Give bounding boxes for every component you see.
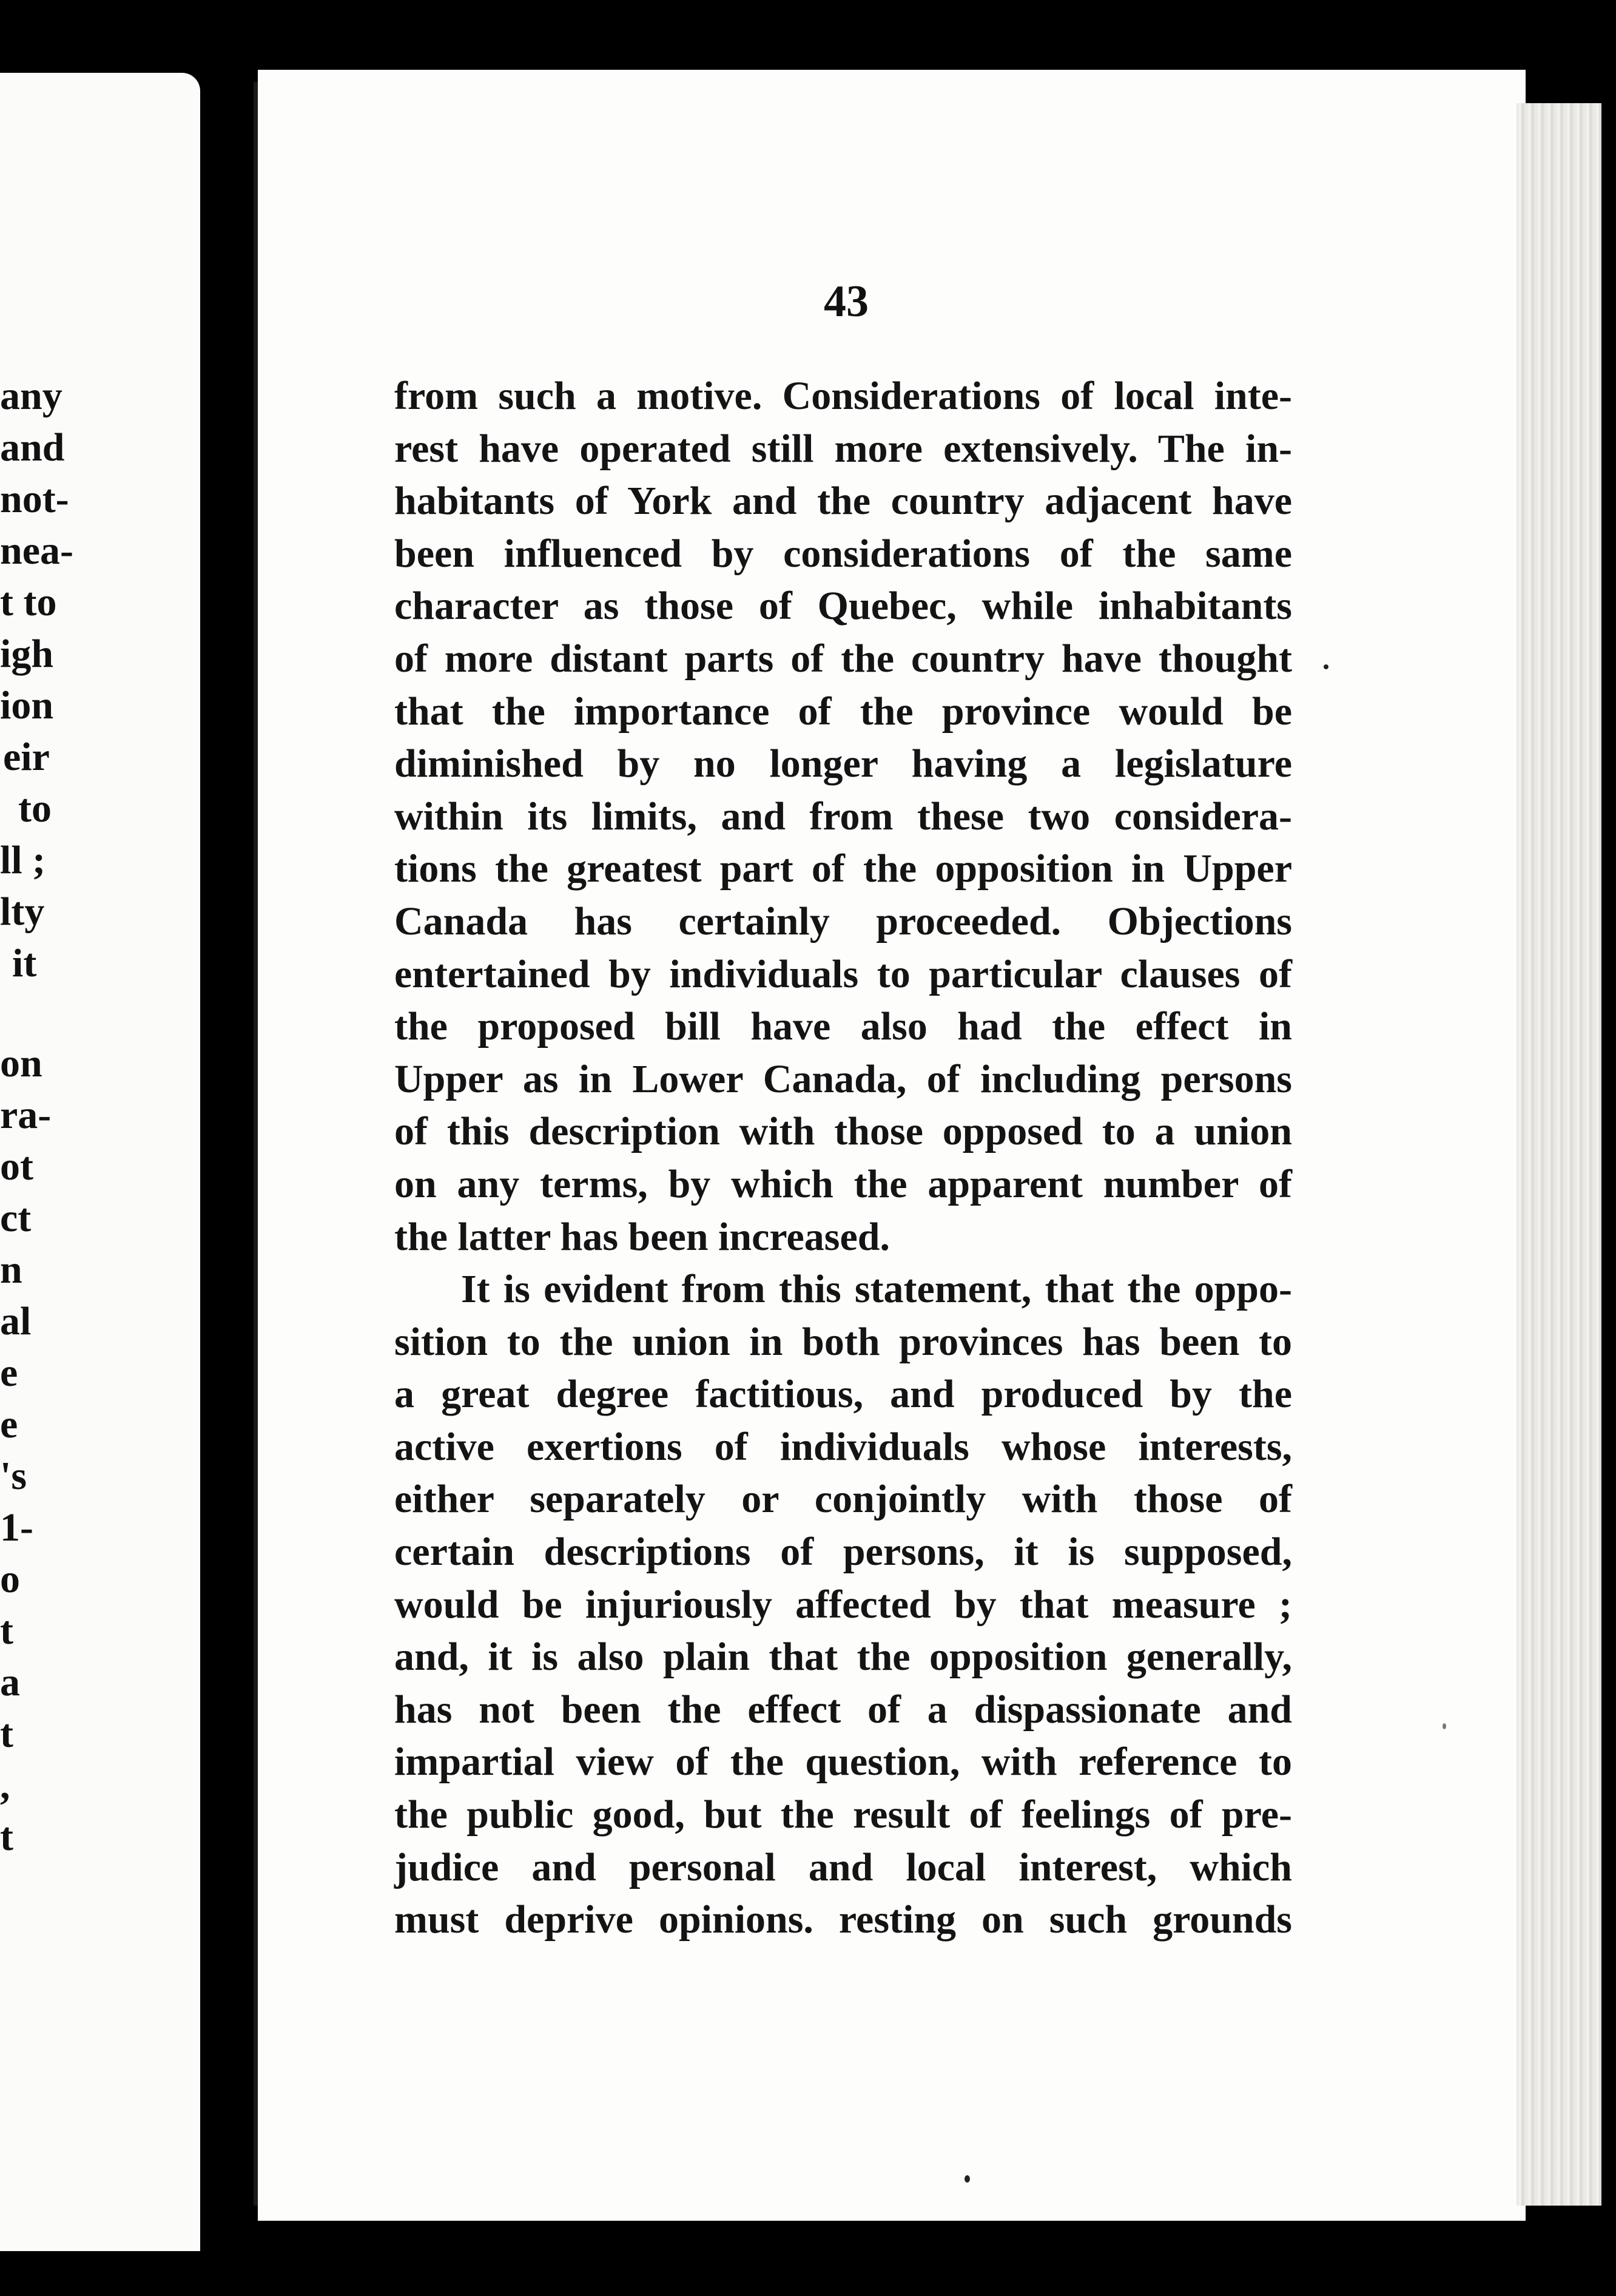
left-fragment: ion — [0, 683, 54, 728]
page-edges — [1517, 103, 1601, 2206]
text-line: on any terms, by which the apparent number of — [394, 1161, 1292, 1206]
left-fragment: ct — [0, 1196, 32, 1240]
text-line: would be injuriously affected by that measure ; — [394, 1582, 1292, 1627]
left-fragment: on — [0, 1041, 42, 1086]
text-line: the latter has been increased. — [394, 1214, 890, 1259]
left-fragment: al — [0, 1299, 32, 1343]
text-line: rest have operated still more extensively. The in- — [394, 426, 1292, 471]
left-fragment: , — [0, 1763, 10, 1808]
body-text — [394, 370, 1292, 1947]
left-fragment: o — [0, 1557, 20, 1601]
ink-speck — [965, 2175, 970, 2183]
text-line: entertained by individuals to particular clauses of — [394, 951, 1292, 996]
text-line: Canada has certainly proceeded. Objections — [394, 899, 1292, 944]
text-line: Upper as in Lower Canada, of including persons — [394, 1056, 1292, 1101]
left-fragment: e — [0, 1402, 18, 1447]
page-number: 43 — [824, 277, 869, 326]
text-line: character as those of Quebec, while inhabitants — [394, 584, 1292, 629]
left-fragment: lty — [0, 890, 45, 934]
text-line: impartial view of the question, with reference to — [394, 1740, 1292, 1784]
left-fragment: ra- — [0, 1093, 52, 1137]
left-fragment: t — [0, 1712, 13, 1756]
text-line: diminished by no longer having a legislature — [394, 741, 1292, 786]
text-line: active exertions of individuals whose interests, — [394, 1424, 1292, 1469]
text-line: the proposed bill have also had the effect in — [394, 1004, 1292, 1049]
left-fragment: 's — [0, 1454, 27, 1498]
left-fragment: e — [0, 1351, 18, 1395]
text-line: a great degree factitious, and produced by the — [394, 1372, 1292, 1417]
ink-speck — [1324, 664, 1328, 669]
text-line: must deprive opinions. resting on such grounds — [394, 1897, 1292, 1942]
text-line: of more distant parts of the country have thought — [394, 636, 1292, 681]
text-line: judice and personal and local interest, which — [394, 1845, 1292, 1889]
text-line: habitants of York and the country adjacent have — [394, 479, 1292, 524]
text-line: that the importance of the province would be — [394, 689, 1292, 734]
text-line: from such a motive. Considerations of local inte- — [394, 374, 1292, 418]
text-line: sition to the union in both provinces has been to — [394, 1319, 1292, 1364]
book-spine — [200, 67, 261, 2275]
left-page — [0, 73, 200, 2251]
left-fragment: not- — [0, 477, 69, 521]
left-fragment: a — [0, 1660, 20, 1704]
left-fragment: to — [18, 786, 52, 831]
left-fragment: nea- — [0, 528, 73, 573]
text-line: of this description with those opposed to a union — [394, 1109, 1292, 1154]
text-line: certain descriptions of persons, it is supposed, — [394, 1530, 1292, 1575]
ink-speck — [1443, 1723, 1446, 1729]
text-line: the public good, but the result of feelings of pre- — [394, 1792, 1292, 1837]
left-fragment: igh — [0, 632, 54, 676]
left-fragment: t — [0, 1815, 13, 1859]
text-line: has not been the effect of a dispassionate and — [394, 1687, 1292, 1732]
left-fragment: t to — [0, 580, 57, 624]
left-fragment: it — [12, 941, 37, 985]
left-fragment: any — [0, 374, 62, 418]
text-line: been influenced by considerations of the same — [394, 531, 1292, 576]
text-line: and, it is also plain that the opposition generally, — [394, 1635, 1292, 1680]
text-line: tions the greatest part of the opposition in Upper — [394, 846, 1292, 891]
text-line: within its limits, and from these two considera- — [394, 794, 1292, 839]
text-line: either separately or conjointly with those of — [394, 1477, 1292, 1522]
left-fragment: eir — [3, 735, 50, 779]
left-fragment: 1- — [0, 1505, 33, 1550]
left-fragment: ot — [0, 1144, 33, 1189]
left-fragment: ll ; — [0, 838, 46, 882]
left-fragment: n — [0, 1248, 22, 1292]
text-line: It is evident from this statement, that the oppo- — [461, 1267, 1292, 1312]
left-fragment: and — [0, 425, 65, 470]
left-fragment: t — [0, 1609, 13, 1653]
